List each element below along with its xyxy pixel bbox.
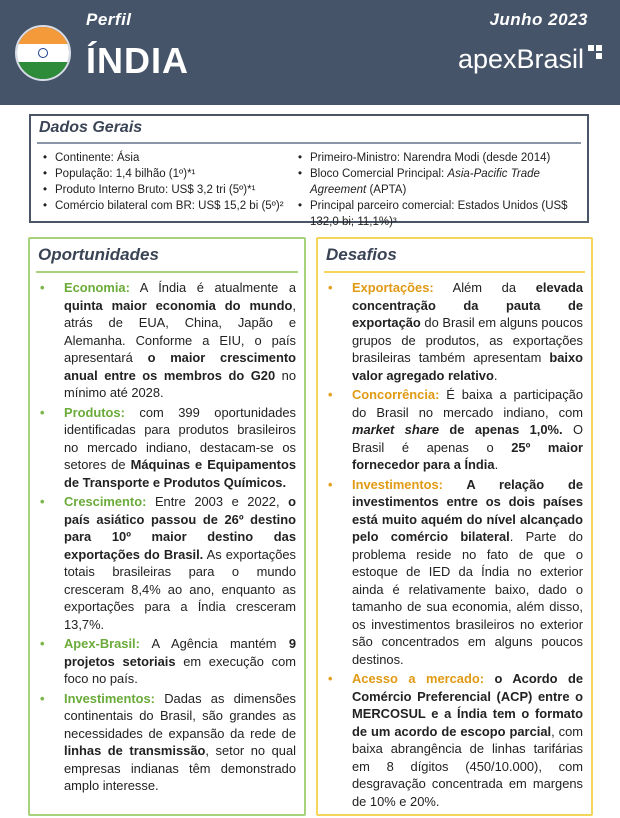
list-item-concorrencia: • Concorrência: É baixa a participação do Brasil no mercado indiano, com market share de apenas 1,0%. O Brasil é apenas o 25º maior fornecedor para a Índia. (322, 386, 583, 474)
general-data-panel (29, 114, 589, 228)
brand-mark-icon (588, 45, 602, 59)
divider (37, 142, 581, 144)
list-item: • Produto Interno Bruto: US$ 3,2 tri (5º)*¹ (41, 182, 291, 198)
list-item: • Principal parceiro comercial: Estados Unidos (US$ 132,0 bi; 11,1%)³ (296, 198, 581, 230)
list-item-exportacoes: • Exportações: Além da elevada concentração da pauta de exportação do Brasil em alguns poucos grupos de produtos, as exportações brasileiras também apresentam baixo valor agregado relativo. (322, 279, 583, 384)
divider (324, 271, 585, 273)
list-item: • Primeiro-Ministro: Narendra Modi (desde 2014) (296, 150, 581, 166)
challenges-panel (316, 237, 593, 816)
list-item-economia: • Economia: A Índia é atualmente a quinta maior economia do mundo, atrás de EUA, China, Japão e Alemanha. Conforme a EIU, o país apresentará o maior crescimento anual entre os membros do G20 no mínimo até 2028. (34, 279, 296, 402)
india-flag-icon (15, 25, 71, 81)
report-date: Junho 2023 (489, 10, 588, 29)
apexbrasil-logo (458, 44, 602, 75)
opportunities-title: Oportunidades (38, 245, 159, 264)
challenges-list (322, 279, 583, 812)
brand-name: apexBrasil (457, 44, 584, 74)
header-banner (0, 0, 620, 105)
section-label: Perfil (86, 10, 132, 29)
list-item: • Comércio bilateral com BR: US$ 15,2 bi (5º)² (41, 198, 291, 214)
opportunities-panel (28, 237, 306, 816)
list-item-produtos: • Produtos: com 399 oportunidades identificadas para produtos brasileiros no mercado indiano, destacam-se os setores de Máquinas e Equipamentos de Transporte e Produtos Químicos. (34, 404, 296, 492)
list-item: • Continente: Ásia (41, 150, 291, 166)
challenges-title: Desafios (326, 245, 397, 264)
list-item-apex-brasil: • Apex-Brasil: A Agência mantém 9 projetos setoriais em execução com foco no país. (34, 635, 296, 688)
general-list-left (41, 150, 291, 214)
list-item: • Bloco Comercial Principal: Asia-Pacific Trade Agreement (APTA) (296, 166, 581, 198)
list-item-investimentos: • Investimentos: Dadas as dimensões continentais do Brasil, são grandes as necessidades de expansão da rede de linhas de transmissão, setor no qual empresas indianas têm demonstrado amplo interesse. (34, 690, 296, 795)
list-item-crescimento: • Crescimento: Entre 2003 e 2022, o país asiático passou de 26º destino para 10º maior destino das exportações do Brasil. As exportações totais brasileiras para o mundo cresceram 8,4% ao ano, enquanto as exportações para a Índia cresceram 13,7%. (34, 493, 296, 633)
list-item-investimentos: • Investimentos: A relação de investimentos entre os dois países está muito aquém do nível alcançado pelo comércio bilateral. Parte do problema reside no fato de que o estoque de IED da Índia no exterior ainda é relativamente baixo, dado o tamanho de sua economia, além disso, os investimentos brasileiros no exterior são concentrados em alguns poucos destinos. (322, 476, 583, 669)
general-data-title: Dados Gerais (39, 119, 143, 136)
list-item: • População: 1,4 bilhão (1º)*¹ (41, 166, 291, 182)
divider (36, 271, 298, 273)
page-title: ÍNDIA (86, 40, 189, 81)
general-list-right (296, 150, 581, 230)
list-item-acesso-mercado: • Acesso a mercado: o Acordo de Comércio Preferencial (ACP) entre o MERCOSUL e a Índia tem o formato de um acordo de escopo parcial, com baixa abrangência de linhas tarifárias em 8 dígitos (450/10.000), com desgravação concentrada em margens de 10% e 20%. (322, 670, 583, 810)
opportunities-list (34, 279, 296, 797)
